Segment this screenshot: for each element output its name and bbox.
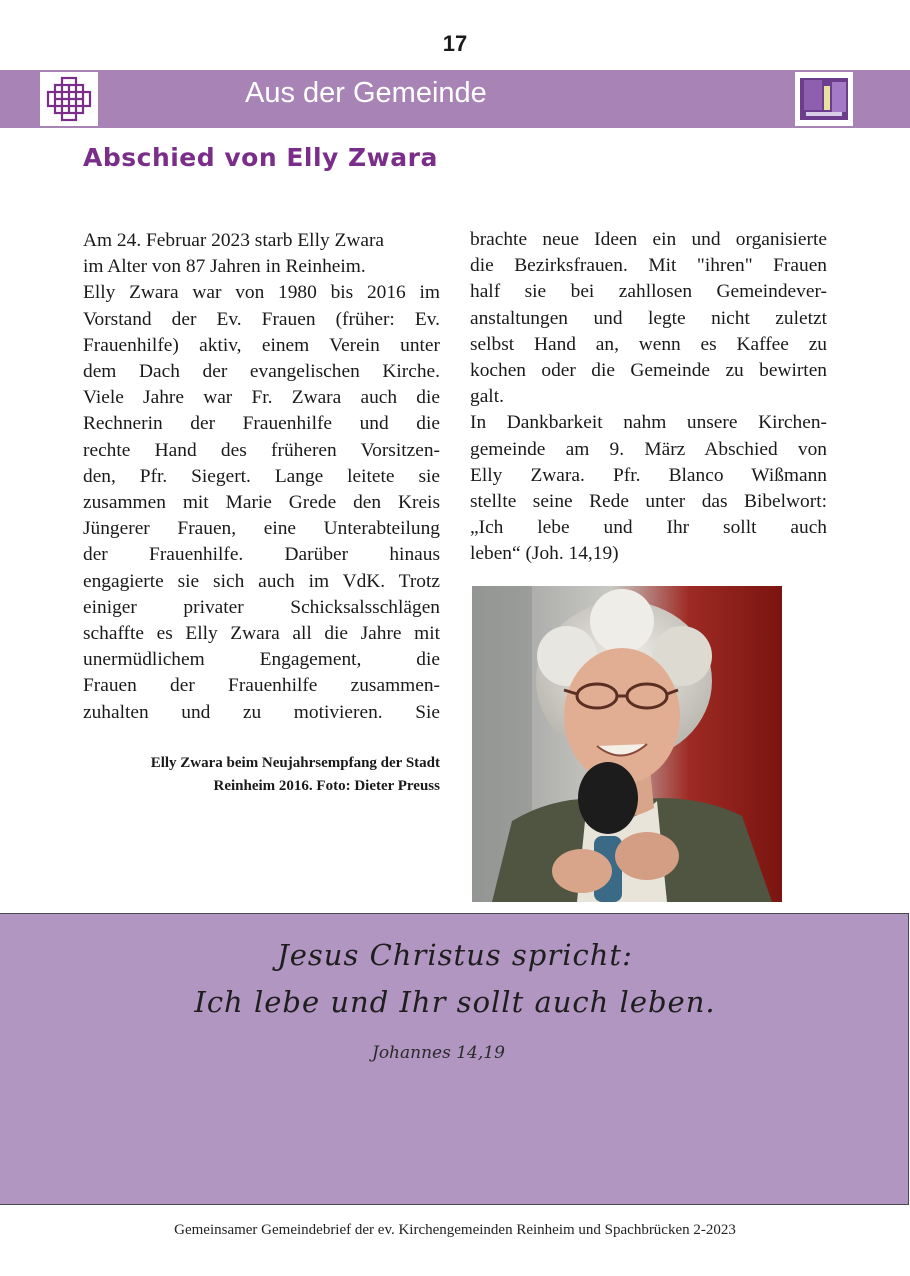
article-column-right — [470, 227, 827, 568]
text-line: brachte neue Ideen ein und organisierte — [470, 229, 827, 250]
text-line: im Alter von 87 Jahren in Reinheim. — [83, 256, 366, 278]
quote-line: Ich lebe und Ihr sollt auch leben. — [194, 985, 716, 1019]
text-line: Rechnerin der Frauenhilfe und die — [83, 413, 440, 435]
text-line: Vorstand der Ev. Frauen (früher: Ev. — [83, 308, 440, 330]
parish-logo — [795, 72, 853, 126]
text-line: unermüdlichem Engagement, die — [83, 649, 440, 671]
church-cross-logo — [40, 72, 98, 126]
text-line: Elly Zwara war von 1980 bis 2016 im — [83, 282, 440, 304]
article-column-left — [83, 228, 440, 726]
text-line: anstaltungen und legte nicht zuletzt — [470, 307, 827, 329]
text-line: In Dankbarkeit nahm unsere Kirchen- — [470, 412, 827, 434]
text-line: Am 24. Februar 2023 starb Elly Zwara — [83, 230, 385, 251]
text-line: zuhalten und zu motivieren. Sie — [83, 701, 440, 723]
text-line: Jüngerer Frauen, eine Unterabteilung — [83, 518, 440, 540]
text-line: stellte seine Rede unter das Bibelwort: — [470, 491, 827, 513]
text-line: Elly Zwara. Pfr. Blanco Wißmann — [470, 464, 827, 486]
caption-line: Reinheim 2016. Foto: Dieter Preuss — [213, 778, 440, 794]
quote-reference: Johannes 14,19 — [372, 1043, 505, 1063]
text-line: kochen oder die Gemeinde zu bewirten — [470, 360, 827, 382]
article-heading: Abschied von Elly Zwara — [83, 143, 438, 172]
text-line: einiger privater Schicksalsschlägen — [83, 596, 440, 618]
page-footer: Gemeinsamer Gemeindebrief der ev. Kirchengemeinden Reinheim und Spachbrücken 2-2023 — [174, 1222, 736, 1238]
text-line: der Frauenhilfe. Darüber hinaus — [83, 544, 440, 566]
text-line: gemeinde am 9. März Abschied von — [470, 438, 827, 460]
text-line: selbst Hand an, wenn es Kaffee zu — [470, 333, 827, 355]
portrait-photo — [472, 586, 782, 902]
quote-line: Jesus Christus spricht: — [277, 938, 633, 972]
text-line: galt. — [470, 386, 504, 408]
text-line: rechte Hand des früheren Vorsitzen- — [83, 439, 440, 461]
page-number: 17 — [442, 31, 468, 56]
text-line: schaffte es Elly Zwara all die Jahre mit — [83, 623, 440, 645]
text-line: Frauenhilfe) aktiv, einem Verein unter — [83, 334, 440, 356]
parish-logo-icon — [798, 74, 850, 124]
text-line: dem Dach der evangelischen Kirche. — [83, 361, 440, 383]
text-line: die Bezirksfrauen. Mit "ihren" Frauen — [470, 255, 827, 277]
photo-caption — [83, 752, 440, 798]
text-line: den, Pfr. Siegert. Lange leitete sie — [83, 465, 440, 487]
portrait-photo-illustration — [472, 586, 782, 902]
text-line: „Ich lebe und Ihr sollt auch — [470, 517, 827, 539]
church-cross-icon — [44, 75, 94, 123]
text-line: leben“ (Joh. 14,19) — [470, 543, 619, 565]
text-line: half sie bei zahllosen Gemeindever- — [470, 281, 827, 303]
text-line: Frauen der Frauenhilfe zusammen- — [83, 675, 440, 697]
text-line: engagierte sie sich auch im VdK. Trotz — [83, 570, 440, 592]
caption-line: Elly Zwara beim Neujahrsempfang der Stadt — [150, 755, 440, 771]
text-line: Viele Jahre war Fr. Zwara auch die — [83, 387, 440, 409]
section-title: Aus der Gemeinde — [245, 77, 487, 109]
text-line: zusammen mit Marie Grede den Kreis — [83, 492, 440, 514]
